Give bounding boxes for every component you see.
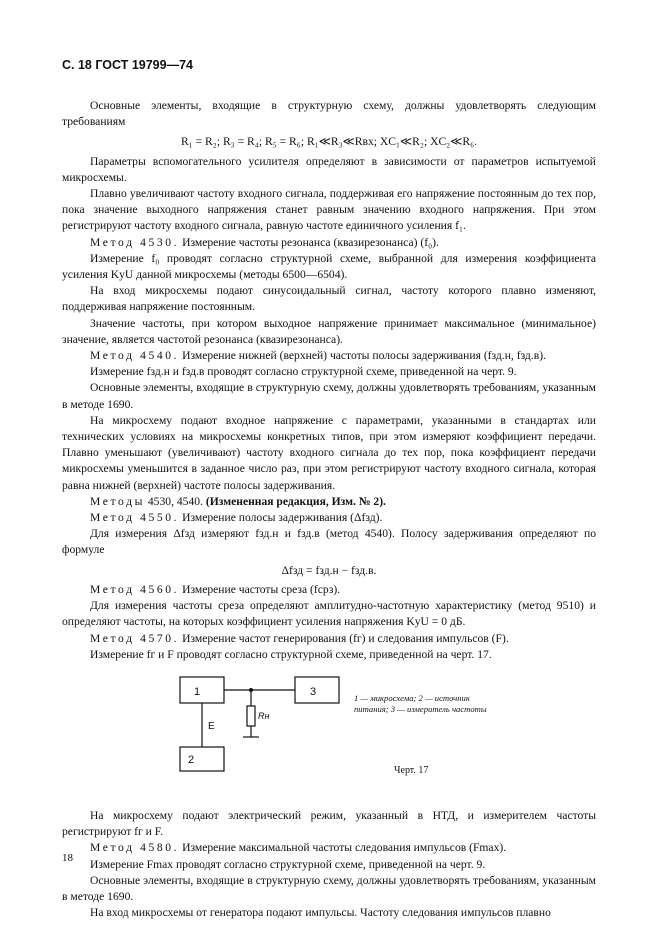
methods-label: Методы	[90, 494, 145, 508]
block1-label: 1	[194, 685, 201, 698]
page-number: 18	[62, 852, 73, 864]
paragraph: На микросхему подают входное напряжение с параметрами, указанными в стандартах или технических условиях на микросхемы конкретных типов, при этом измеряют коэффициент передачи. Плавно уменьшают (увеличивают) частоту входного сигнала до тех пор, пока коэффициент передачи микросхемы уменьшится в заданное число раз, при этом регистрируют частоту входного сигнала, которая равна нижней (верхней) частоте полосы задерживания.	[62, 413, 596, 492]
formula: Δfзд = fзд.н − fзд.в.	[281, 563, 377, 577]
paragraph: Измерение Fmax проводят согласно структурной схеме, приведенной на черт. 9.	[90, 857, 486, 871]
figure-caption: 1 — микросхема; 2 — источник питания; 3 — измеритель частоты	[354, 692, 487, 715]
paragraph: Для измерения Δfзд измеряют fзд.н и fзд.в (метод 4540). Полосу задерживания определяют по формуле	[62, 527, 596, 557]
method-4560	[62, 582, 596, 598]
paragraph: На вход микросхемы подают синусоидальный сигнал, частоту которого плавно изменяют, поддерживая напряжение постоянным.	[62, 284, 596, 314]
block3-label: 3	[310, 685, 317, 698]
paragraph: Измерение fг и F проводят согласно структурной схеме, приведенной на черт. 17.	[90, 647, 492, 661]
block-frequency-meter	[295, 677, 339, 703]
block-microcircuit	[180, 677, 224, 703]
methods-numbers: 4530, 4540.	[147, 494, 203, 508]
method-4580	[62, 840, 596, 856]
method-4550	[62, 510, 596, 526]
page-header: С. 18 ГОСТ 19799—74	[62, 58, 193, 72]
paragraph: Основные элементы, входящие в структурную схему, должны удовлетворять следующим требованиям	[62, 99, 596, 129]
paragraph: Параметры вспомогательного усилителя определяют в зависимости от параметров испытуемой микросхемы.	[62, 154, 596, 184]
paragraph: Измерение f₀ проводят согласно структурной схеме, выбранной для измерения коэффициента усиления KyU данной микросхемы (методы 6500—6504).	[62, 251, 596, 282]
method-label: Метод 4530.	[90, 235, 180, 249]
method-label: Метод 4540.	[90, 349, 180, 363]
supply-label: E	[208, 720, 215, 732]
figure-17	[62, 671, 596, 796]
method-label: Метод 4570.	[90, 631, 180, 645]
method-title: Измерение нижней (верхней) частоты полосы задерживания (fзд.н, fзд.в).	[182, 349, 546, 363]
method-4570	[62, 631, 596, 647]
block-power-source	[180, 747, 224, 771]
paragraph: Измерение fзд.н и fзд.в проводят согласно структурной схеме, приведенной на черт. 9.	[90, 365, 517, 379]
method-title: Измерение частот генерирования (fг) и следования импульсов (F).	[182, 631, 509, 645]
junction-dot	[249, 688, 253, 692]
figure-label: Черт. 17	[394, 764, 429, 776]
method-label: Метод 4560.	[90, 582, 180, 596]
body-text	[62, 98, 596, 921]
method-4540	[62, 348, 596, 364]
method-4530	[62, 235, 596, 251]
method-label: Метод 4580.	[90, 841, 180, 855]
method-title: Измерение частоты среза (fсрз).	[182, 582, 341, 596]
paragraph: Значение частоты, при котором выходное напряжение принимает максимальное (минимальное) значение, является частотой резонанса (квазирезонанса).	[62, 316, 596, 346]
method-label: Метод 4550.	[90, 511, 180, 525]
paragraph: Плавно увеличивают частоту входного сигнала, поддерживая его напряжение постоянным до тех пор, пока значение выходного напряжения станет равным значению входного напряжения. При этом регистрируют частоту входного сигнала, равную частоте единичного усиления f₁.	[62, 187, 596, 233]
paragraph: Для измерения частоты среза определяют амплитудно-частотную характеристику (метод 9510) и определяют частоты, на которых коэффициент усиления напряжения KyU = 0 дБ.	[62, 599, 596, 629]
resistor-label: Rн	[258, 710, 270, 721]
load-resistor	[247, 706, 255, 726]
block2-label: 2	[188, 753, 195, 766]
formula: R₁ = R₂; R₃ = R₄; R₅ = R₆; R₁≪R₃≪Rвх; XC₁≪R₂; XC₂≪R₆.	[180, 135, 478, 149]
revision-note: (Измененная редакция, Изм. № 2).	[205, 494, 386, 508]
method-title: Измерение полосы задерживания (Δfзд).	[182, 511, 383, 525]
paragraph: Основные элементы, входящие в структурную схему, должны удовлетворять требованиям, указанным в методе 1690.	[62, 873, 596, 903]
method-title: Измерение максимальной частоты следования импульсов (Fmax).	[182, 841, 507, 855]
paragraph: На микросхему подают электрический режим, указанный в НТД, и измерителем частоты регистрируют fг и F.	[62, 808, 596, 839]
methods-note	[62, 494, 596, 510]
paragraph: На вход микросхемы от генератора подают импульсы. Частоту следования импульсов плавно	[90, 906, 551, 920]
paragraph: Основные элементы, входящие в структурную схему, должны удовлетворять требованиям, указанным в методе 1690.	[62, 381, 596, 411]
method-title: Измерение частоты резонанса (квазирезонанса) (f₀).	[182, 235, 439, 249]
circuit-diagram	[172, 671, 342, 777]
